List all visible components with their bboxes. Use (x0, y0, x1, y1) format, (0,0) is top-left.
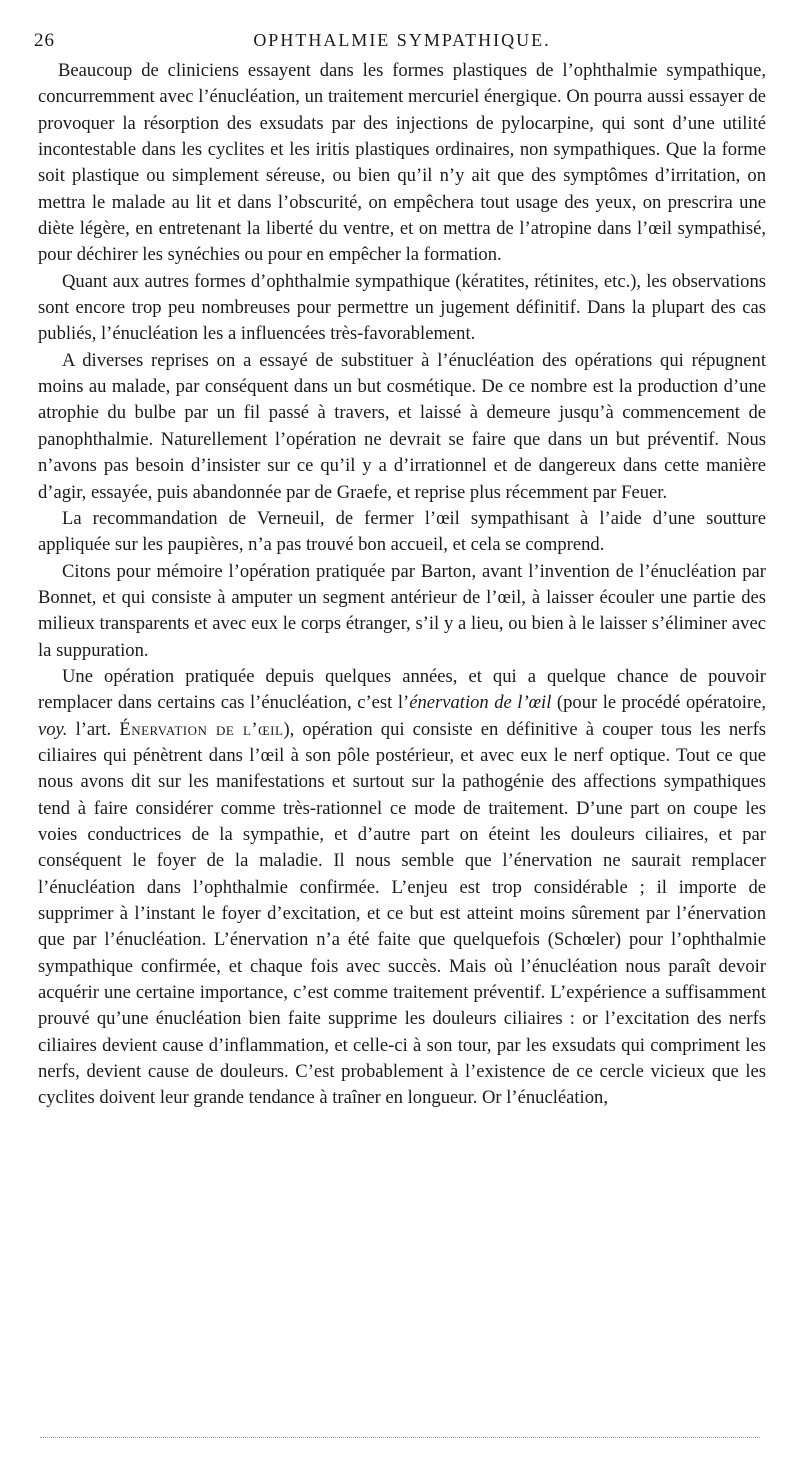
paragraph-1: Beaucoup de cliniciens essayent dans les formes plastiques de l’ophthalmie sympathique, concurremment avec l’énucléation, un traitement mercuriel énergique. On pourra aussi essayer de provoquer la résorption des exsudats par des injections de pylocarpine, qui sont d’une utilité incontestable dans les cyclites et les iritis plastiques ordinaires, non sympathiques. Que la forme soit plastique ou simplement séreuse, ou bien qu’il n’y ait que des symptômes d’irritation, on mettra le malade au lit et dans l’obscurité, on empêchera tout usage des yeux, on prescrira une diète légère, en entretenant la liberté du ventre, et on mettra de l’atropine dans l’œil sympathisé, pour déchirer les synéchies ou pour en empêcher la formation. (38, 60, 766, 266)
paragraph-6-body: ), opération qui consiste en définitive à couper tous les nerfs ciliaires qui pénètrent dans l’œil à son pôle postérieur, et avec eux le nerf optique. Tout ce que nous avons dit sur les manifestations et surtout sur la pathogénie des affections sympathiques tend à faire considérer comme très-rationnel ce mode de traitement. D’une part on coupe les voies conductrices de la sympathie, et d’autre part on éteint les douleurs ciliaires, et par conséquent le foyer de la maladie. Il nous semble que l’énervation ne saurait remplacer l’énucléation dans l’ophthalmie confirmée. L’enjeu est trop considérable ; il importe de supprimer à l’instant le foyer d’excitation, et ce but est atteint moins sûrement par l’énervation que par l’énucléation. L’énervation n’a été faite que quelquefois (Schœler) pour l’ophthalmie sympathique confirmée, et chaque fois avec succès. Mais où l’énucléation nous paraît devoir acquérir une certaine importance, c’est comme traitement préventif. L’expérience a suffisamment prouvé qu’une énucléation bien faite supprime les douleurs ciliaires : or l’excitation des nerfs ciliaires devient cause d’inflammation, et celle-ci à son tour, par les exsudats qui compriment les nerfs, devient cause de douleurs. C’est probablement à l’existence de ce cercle vicieux que les cyclites doivent leur grande tendance à traîner en longueur. Or l’énucléation, (38, 718, 766, 1109)
paragraph-4: La recommandation de Verneuil, de fermer l’œil sympathisant à l’aide d’une soutture appliquée sur les paupières, n’a pas trouvé bon accueil, et cela se comprend. (38, 507, 766, 556)
paragraph-6 (38, 664, 766, 1112)
book-page (34, 28, 766, 1112)
paragraph-6-lead: Une opération pratiquée depuis quelques années, et qui a quelque chance de pouvoir remplacer dans certains cas l’énucléation, c’est l’ (38, 665, 766, 714)
page-number: 26 (34, 30, 55, 51)
paragraph-3: A diverses reprises on a essayé de substituer à l’énucléation des opérations qui répugnent moins au malade, par conséquent dans un but cosmétique. De ce nombre est la production d’une atrophie du bulbe par un fil passé à travers, et laissé à demeure jusqu’à commencement de panophthalmie. Naturellement l’opération ne devrait se faire que dans un but préventif. Nous n’avons pas besoin d’insister sur ce qu’il y a d’irrationnel et de dangereux dans cette manière d’agir, essayée, puis abandonnée par de Graefe, et reprise plus récemment par Feuer. (38, 349, 766, 503)
bottom-dotted-rule (40, 1437, 760, 1438)
cross-reference-article: Énervation de l’œil (119, 718, 284, 740)
body-text (38, 58, 766, 1112)
paragraph-6-art: l’art. (67, 718, 120, 740)
paragraph-5: Citons pour mémoire l’opération pratiquée par Barton, avant l’invention de l’énucléation par Bonnet, et qui consiste à amputer un segment antérieur de l’œil, à laisser écouler une partie des milieux transparents et avec eux le corps étranger, s’il y a lieu, ou bien à le laisser s’éliminer avec la suppuration. (38, 560, 766, 661)
voy-abbreviation: voy. (38, 718, 68, 740)
paragraph-6-ref-open: (pour le procédé opératoire, (551, 692, 766, 714)
paragraph-2: Quant aux autres formes d’ophthalmie sympathique (kératites, rétinites, etc.), les observations sont encore trop peu nombreuses pour permettre un jugement définitif. Dans la plupart des cas publiés, l’énucléation les a influencées très-favorablement. (38, 270, 766, 345)
running-title: OPHTHALMIE SYMPATHIQUE. (253, 30, 551, 50)
page-header (34, 28, 766, 58)
term-enervation: énervation de l’œil (409, 692, 552, 714)
